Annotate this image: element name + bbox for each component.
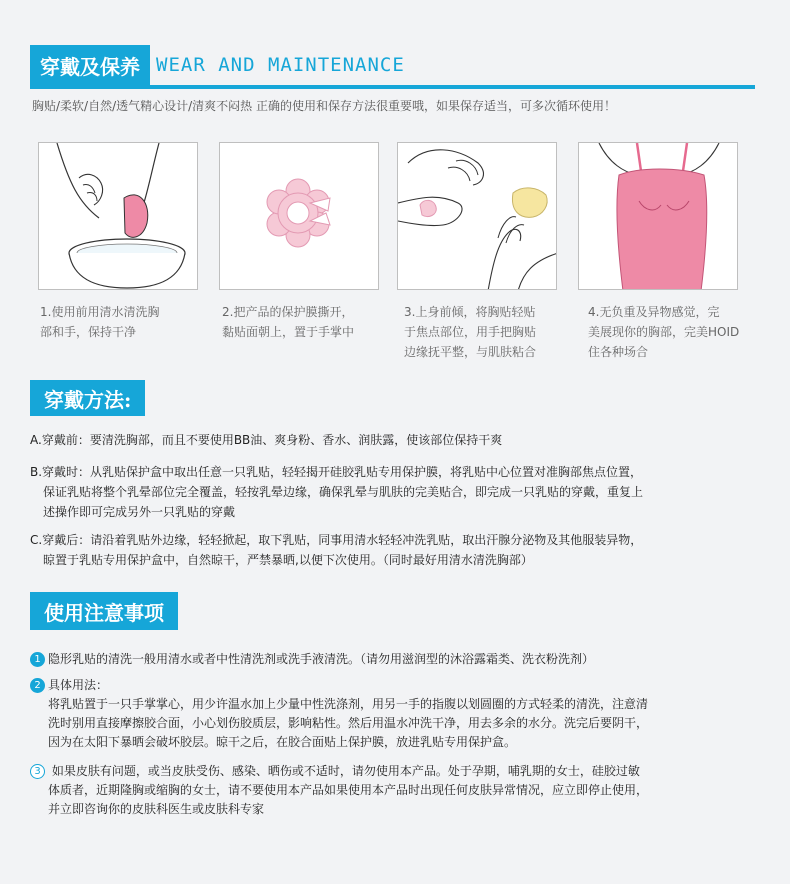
method-c: C.穿戴后：请沿着乳贴外边缘，轻轻掀起，取下乳贴，同事用清水轻轻冲洗乳贴，取出汗腺分泌物及其他服装异物， 晾置于乳贴专用保护盒中，自然晾干，严禁暴晒,以便下次使用。（同时最好用清水清洗胸部） bbox=[30, 533, 643, 567]
wear-header bbox=[30, 45, 405, 85]
header-divider bbox=[30, 85, 755, 89]
note-3-number: 3 bbox=[30, 764, 45, 779]
note-3: 3 如果皮肤有问题，或当皮肤受伤、感染、晒伤或不适时，请勿使用本产品。处于孕期，哺乳期的女士，硅胶过敏 体质者，近期隆胸或缩胸的女士，请不要使用本产品如果使用本产品时出现任何皮肤异常情况，应立即停止使用， 并立即咨询你的皮肤科医生或皮肤科专家 bbox=[30, 762, 648, 819]
method-a: A.穿戴前：要清洗胸部，而且不要使用BB油、爽身粉、香水、润肤露，使该部位保持干爽 bbox=[30, 433, 503, 447]
intro-text: 胸贴/柔软/自然/透气精心设计/清爽不闷热 正确的使用和保存方法很重要哦，如果保存适当，可多次循环使用！ bbox=[32, 99, 616, 113]
step-4-caption: 4.无负重及异物感觉，完 美展现你的胸部，完美HOID 住各种场合 bbox=[588, 305, 740, 359]
step-3-illustration bbox=[397, 142, 557, 290]
note-2: 2 具体用法： 将乳贴置于一只手掌掌心，用少许温水加上少量中性洗涤剂，用另一手的指腹以划圆圈的方式轻柔的清洗，注意清 洗时别用直接摩擦胶合面，小心划伤胶质层，影响粘性。然后用温水冲洗干净，用去多余的水分。洗完后要阴干， 因为在太阳下暴晒会破坏胶层。晾干之后，在胶合面贴上保护膜，放进乳贴专用保护盒。 bbox=[30, 676, 648, 752]
step-1-caption: 1.使用前用清水清洗胸 部和手，保持干净 bbox=[40, 305, 160, 339]
note-1: 1 隐形乳贴的清洗一般用清水或者中性清洗剂或洗手液清洗。（请勿用滋润型的沐浴露霜类、洗衣粉洗剂） bbox=[30, 650, 594, 669]
method-b: B.穿戴时：从乳贴保护盒中取出任意一只乳贴，轻轻揭开硅胶乳贴专用保护膜，将乳贴中心位置对准胸部焦点位置， 保证乳贴将整个乳晕部位完全覆盖，轻按乳晕边缘，确保乳晕与肌肤的完美贴合，即完成一只乳贴的穿戴，重复上 述操作即可完成另外一只乳贴的穿戴 bbox=[30, 465, 644, 519]
note-1-number: 1 bbox=[30, 652, 45, 667]
wear-title-cn: 穿戴及保养 bbox=[30, 45, 150, 85]
method-title: 穿戴方法: bbox=[30, 380, 145, 416]
step-4-illustration bbox=[578, 142, 738, 290]
step-2-caption: 2.把产品的保护膜撕开， 黏贴面朝上，置于手掌中 bbox=[222, 305, 355, 339]
wear-title-en: WEAR AND MAINTENANCE bbox=[156, 54, 405, 76]
step-2-illustration bbox=[219, 142, 379, 290]
step-1-illustration bbox=[38, 142, 198, 290]
notes-title: 使用注意事项 bbox=[30, 592, 178, 630]
step-3-caption: 3.上身前倾，将胸贴轻贴 于焦点部位，用手把胸贴 边缘抚平整，与肌肤粘合 bbox=[404, 305, 537, 359]
note-2-number: 2 bbox=[30, 678, 45, 693]
